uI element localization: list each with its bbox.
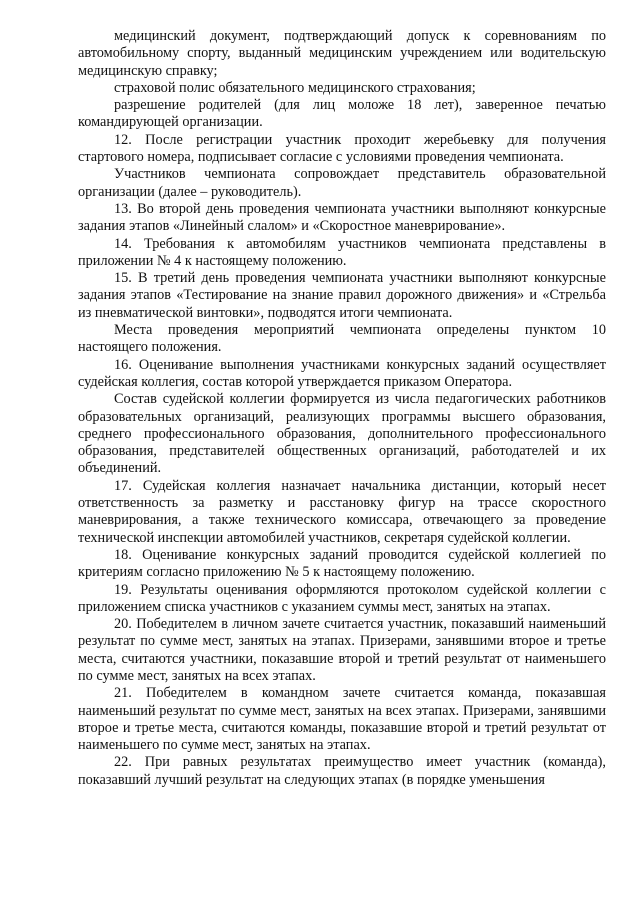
paragraph-item-19: 19. Результаты оценивания оформляются протоколом судейской коллегии с приложением списка участников с указанием суммы мест, занятых на этапах.: [78, 581, 606, 615]
paragraph-item-13: 13. Во второй день проведения чемпионата участники выполняют конкурсные задания этапов «Линейный слалом» и «Скоростное маневрирование».: [78, 200, 606, 235]
paragraph-item-12: 12. После регистрации участник проходит жеребьевку для получения стартового номера, подписывает согласие с условиями проведения чемпионата.: [78, 131, 606, 166]
paragraph-item-14: 14. Требования к автомобилям участников чемпионата представлены в приложении № 4 к настоящему положению.: [78, 235, 606, 269]
paragraph-item-20: 20. Победителем в личном зачете считается участник, показавший наименьший результат по сумме мест, занятых на этапах. Призерами, занявшими второе и третье места, считаются участники, показавшие второй и третий результат от наименьшего по сумме мест, занятых на всех этапах.: [78, 616, 606, 684]
paragraph-item-22: 22. При равных результатах преимущество имеет участник (команда), показавший лучший результат на следующих этапах (в порядке уменьшения: [78, 754, 606, 788]
paragraph-parental-permission: разрешение родителей (для лиц моложе 18 лет), заверенное печатью командирующей организации.: [78, 97, 606, 131]
paragraph-item-17: 17. Судейская коллегия назначает начальника дистанции, который несет ответственность за разметку и расстановку фигур на трассе скоростного маневрирования, а также технического комиссара, отвечающего за проведение технической инспекции автомобилей участников, секретаря судейской коллегии.: [78, 477, 606, 546]
paragraph-medical-document: медицинский документ, подтверждающий допуск к соревнованиям по автомобильному спорту, выданный медицинским учреждением или водительскую медицинскую справку;: [78, 28, 606, 79]
paragraph-item-15: 15. В третий день проведения чемпионата участники выполняют конкурсные задания этапов «Тестирование на знание правил дорожного движения» и «Стрельба из пневматической винтовки», подводятся итоги чемпионата.: [78, 270, 606, 321]
paragraph-event-venues: Места проведения мероприятий чемпионата определены пунктом 10 настоящего положения.: [78, 322, 606, 356]
paragraph-team-leader: Участников чемпионата сопровождает представитель образовательной организации (далее – руководитель).: [78, 166, 606, 200]
paragraph-jury-composition: Состав судейской коллегии формируется из числа педагогических работников образовательных организаций, реализующих программы высшего образования, среднего профессионального образования, дополнительного профессионального образования, представителей общественных организаций, работодателей и их объединений.: [78, 391, 606, 477]
paragraph-item-16: 16. Оценивание выполнения участниками конкурсных заданий осуществляет судейская коллегия, состав которой утверждается приказом Оператора.: [78, 356, 606, 390]
paragraph-item-21: 21. Победителем в командном зачете считается команда, показавшая наименьший результат по сумме мест, занятых на всех этапах. Призерами, занявшими второе и третье места, считаются команды, показавшие второй и третий результат от наименьшего по сумме мест, занятых на этапах.: [78, 685, 606, 754]
paragraph-item-18: 18. Оценивание конкурсных заданий проводится судейской коллегией по критериям согласно приложению № 5 к настоящему положению.: [78, 546, 606, 581]
paragraph-insurance-policy: страховой полис обязательного медицинского страхования;: [114, 79, 476, 96]
